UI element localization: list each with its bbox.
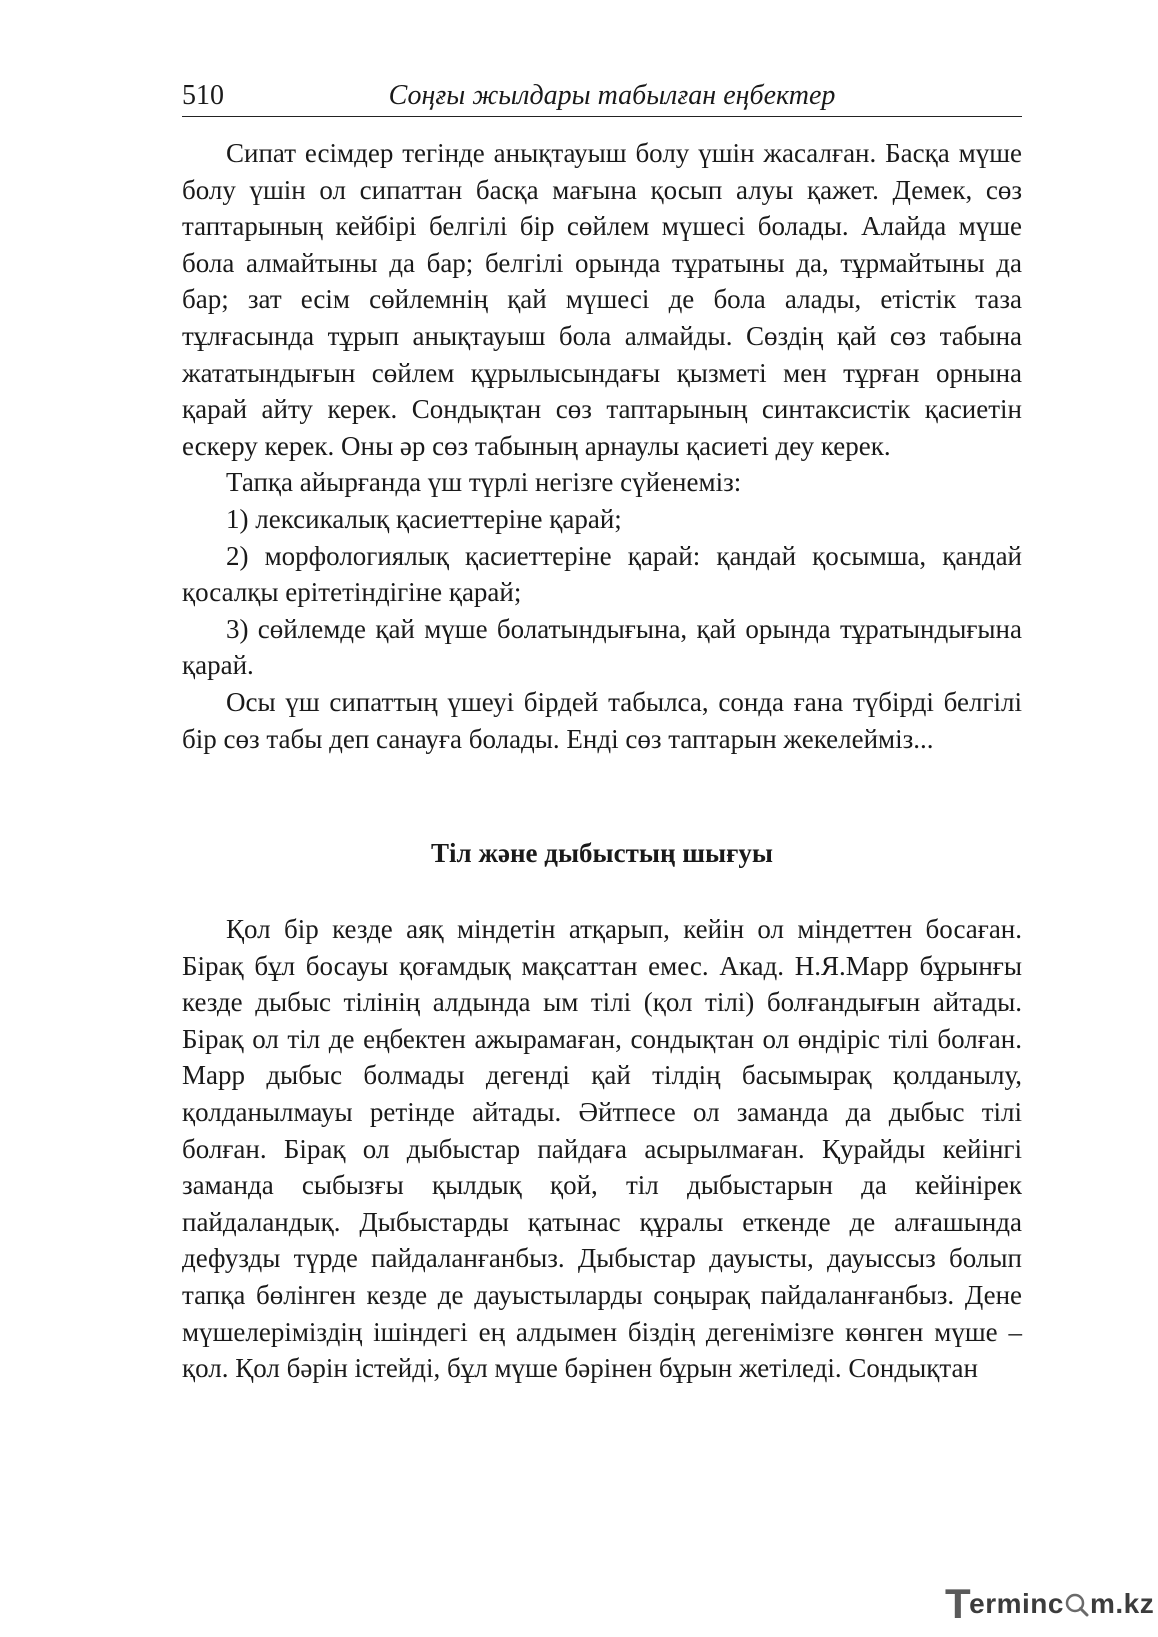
- section-1: [182, 135, 1022, 757]
- page-number: 510: [182, 80, 224, 111]
- section-2: [182, 911, 1022, 1387]
- watermark-domain: m.kz: [1089, 1588, 1155, 1619]
- list-item: 3) сөйлемде қай мүше болатындығына, қай орында тұратындығына қарай.: [182, 613, 1022, 681]
- termincom-watermark: [945, 1580, 1155, 1627]
- paragraph: Осы үш сипаттың үшеуі бірдей табылса, сонда ғана түбірді белгілі бір сөз табы деп санауға болады. Енді сөз таптарын жекелейміз...: [182, 686, 1022, 754]
- watermark-text: erminc: [969, 1588, 1064, 1619]
- list-item: 2) морфологиялық қасиеттеріне қарай: қандай қосымша, қандай қосалқы ерітетіндігіне қарай;: [182, 540, 1022, 608]
- paragraph: Қол бір кезде аяқ міндетін атқарып, кейін ол міндеттен босаған. Бірақ бұл босауы қоғамдық мақсаттан емес. Акад. Н.Я.Марр бұрынғы кезде дыбыс тілінің алдында ым тілі (қол тілі) болғандығын айтады. Бірақ ол тіл де еңбектен ажырамаған, сондықтан ол өндіріс тілі болған. Марр дыбыс болмады дегенді қай тілдің басымырақ қолданылу, қолданылмауы ретінде айтады. Әйтпесе ол заманда да дыбыс тілі болған. Бірақ ол дыбыстар пайдаға асырылмаған. Қурайды кейінгі заманда сыбызғы қылдық қой, тіл дыбыстарын да кейінірек пайдаландық. Дыбыстарды қатынас құралы еткенде де алғашында дефузды түрде пайдаланғанбыз. Дыбыстар дауысты, дауыссыз болып тапқа бөлінген кезде де дауыстыларды соңырақ пайдаланғанбыз. Дене мүшелеріміздің ішіндегі ең алдымен біздің дегенімізге көнген мүше – қол. Қол бәрін істейді, бұл мүше бәрінен бұрын жетіледі. Сондықтан: [182, 914, 1022, 1384]
- running-title: Соңғы жылдары табылған еңбектер: [388, 80, 836, 111]
- list-item: 1) лексикалық қасиеттеріне қарай;: [226, 503, 622, 534]
- watermark-letter: T: [945, 1580, 972, 1627]
- section-title: Тіл және дыбыстың шығуы: [431, 838, 773, 869]
- paragraph: Сипат есімдер тегінде анықтауыш болу үшін жасалған. Басқа мүше болу үшін ол сипаттан басқа мағына қосып алуы қажет. Демек, сөз таптарының кейбірі белгілі бір сөйлем мүшесі болады. Алайда мүше бола алмайтыны да бар; белгілі орында тұратыны да, тұрмайтыны да бар; зат есім сөйлемнің қай мүшесі де бола алады, етістік таза тұлғасында тұрып анықтауыш бола алмайды. Сөздің қай сөз табына жататындығын сөйлем құрылысындағы қызметі мен тұрған орнына қарай айту керек. Сондықтан сөз таптарының синтаксистік қасиетін ескеру керек. Оны әр сөз табының арнаулы қасиеті деу керек.: [182, 138, 1022, 461]
- paragraph: Тапқа айырғанда үш түрлі негізге сүйенеміз:: [226, 467, 742, 498]
- document-page: [182, 78, 1022, 1387]
- magnifier-icon: [1064, 1591, 1090, 1617]
- running-header: [182, 78, 1022, 117]
